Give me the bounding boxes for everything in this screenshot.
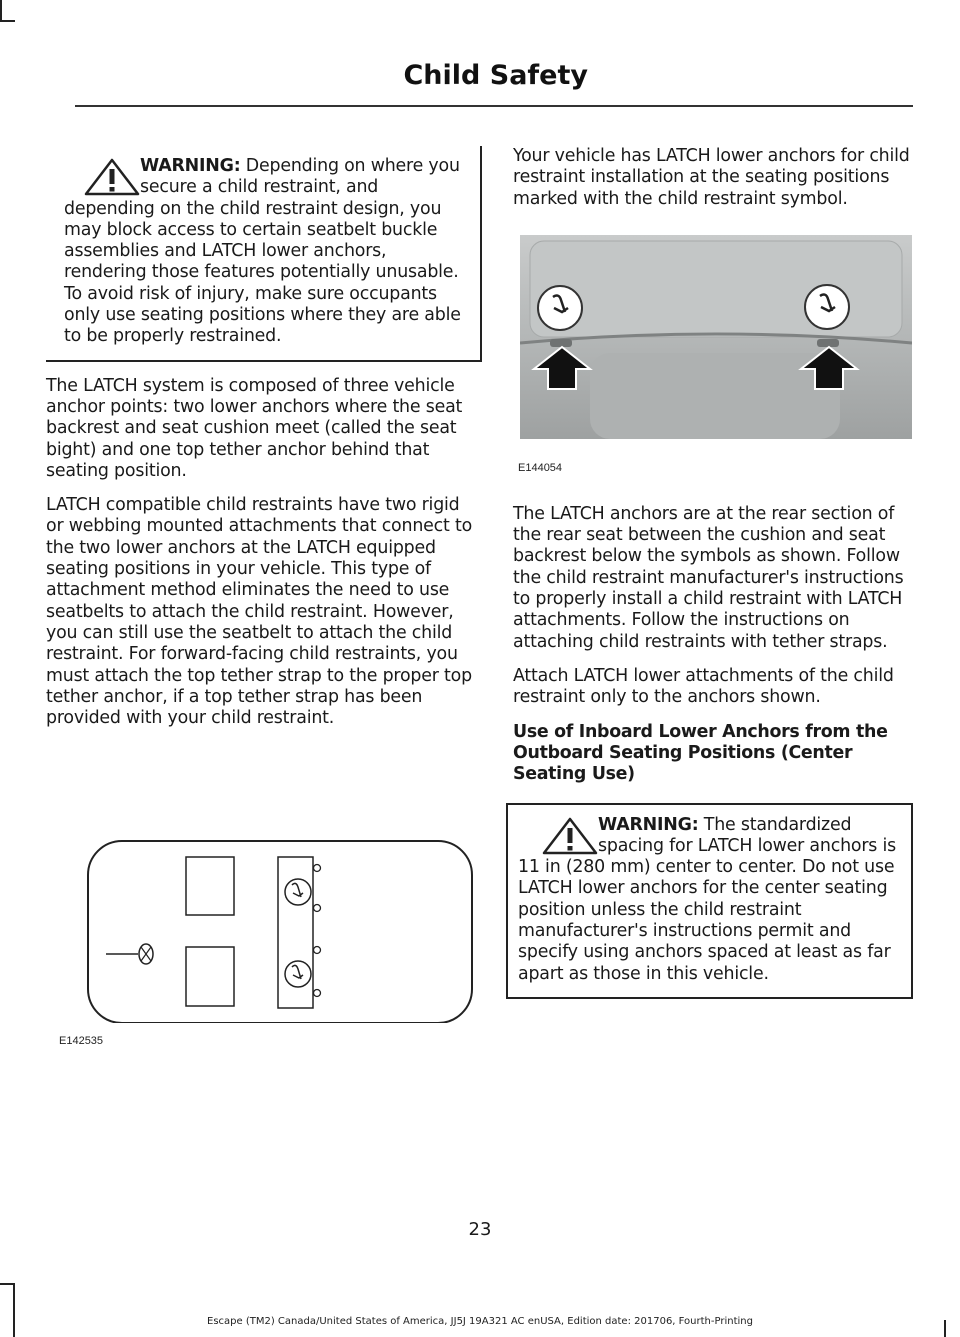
crop-mark-bottom-left-h	[0, 1283, 15, 1285]
warning-triangle-icon	[542, 817, 598, 855]
paragraph: The LATCH system is composed of three vehicle anchor points: two lower anchors where the seat backrest and seat cushion meet (called the seat bight) and one top tether anchor behind that seating position.	[46, 375, 463, 481]
warning-text: Depending on where you secure a child restraint, and depending on the child restraint design, you may block access to certain seatbelt buckle assemblies and LATCH lower anchors, rendering those features potentially unusable. To avoid risk of injury, make sure occupants only use seating positions where they are able to be properly restrained.	[64, 156, 461, 347]
warning-triangle-icon	[84, 158, 140, 196]
figure-label: E142535	[59, 1035, 104, 1048]
crop-mark-top-left	[0, 0, 2, 20]
rear-seat-photo	[513, 235, 913, 480]
paragraph: The LATCH anchors are at the rear section of the rear seat between the cushion and seat backrest below the symbols as shown. Follow the child restraint manufacturer's instructions to properly install a child restraint with LATCH attachments. Follow the instructions on attaching child restraints with tether straps.	[513, 503, 904, 652]
header-rule	[75, 105, 913, 107]
section-subheading: Use of Inboard Lower Anchors from the Outboard Seating Positions (Center Seating Use)	[513, 721, 888, 784]
left-column	[46, 146, 481, 1053]
page-number: 23	[468, 1219, 492, 1240]
warning-box	[506, 803, 913, 999]
edition-info: Escape (TM2) Canada/United States of America, JJ5J 19A321 AC enUSA, Edition date: 201706, Fourth-Printing	[207, 1316, 753, 1327]
crop-mark-top-left-h	[0, 20, 15, 22]
seating-diagram	[46, 823, 481, 1053]
paragraph: Attach LATCH lower attachments of the child restraint only to the anchors shown.	[513, 665, 894, 708]
warning-label: WARNING:	[140, 156, 241, 176]
warning-text: The standardized spacing for LATCH lower anchors is 11 in (280 mm) center to center. Do not use LATCH lower anchors for the center seating position unless the child restraint manufacturer's instructions permit and specify using anchors spaced at least as far apart as those in this vehicle.	[518, 814, 896, 984]
rear-seat-photo-svg	[520, 235, 912, 439]
page-title: Child Safety	[403, 60, 588, 91]
paragraph: Your vehicle has LATCH lower anchors for child restraint installation at the seating positions marked with the child restraint symbol.	[513, 146, 910, 209]
right-column	[513, 146, 913, 999]
seating-diagram-svg	[46, 823, 481, 1023]
warning-box	[46, 146, 482, 362]
figure-label: E144054	[518, 461, 563, 474]
paragraph: LATCH compatible child restraints have two rigid or webbing mounted attachments that connect to the two lower anchors at the LATCH equipped seating positions in your vehicle. This type of attachment method eliminates the need to use seatbelts to attach the child restraint. However, you can still use the seatbelt to attach the child restraint. For forward-facing child restraints, you must attach the top tether strap to the proper top tether anchor, if a top tether strap has been provided with your child restraint.	[46, 495, 473, 729]
warning-label: WARNING:	[598, 814, 699, 835]
crop-mark-bottom-left	[13, 1283, 15, 1337]
